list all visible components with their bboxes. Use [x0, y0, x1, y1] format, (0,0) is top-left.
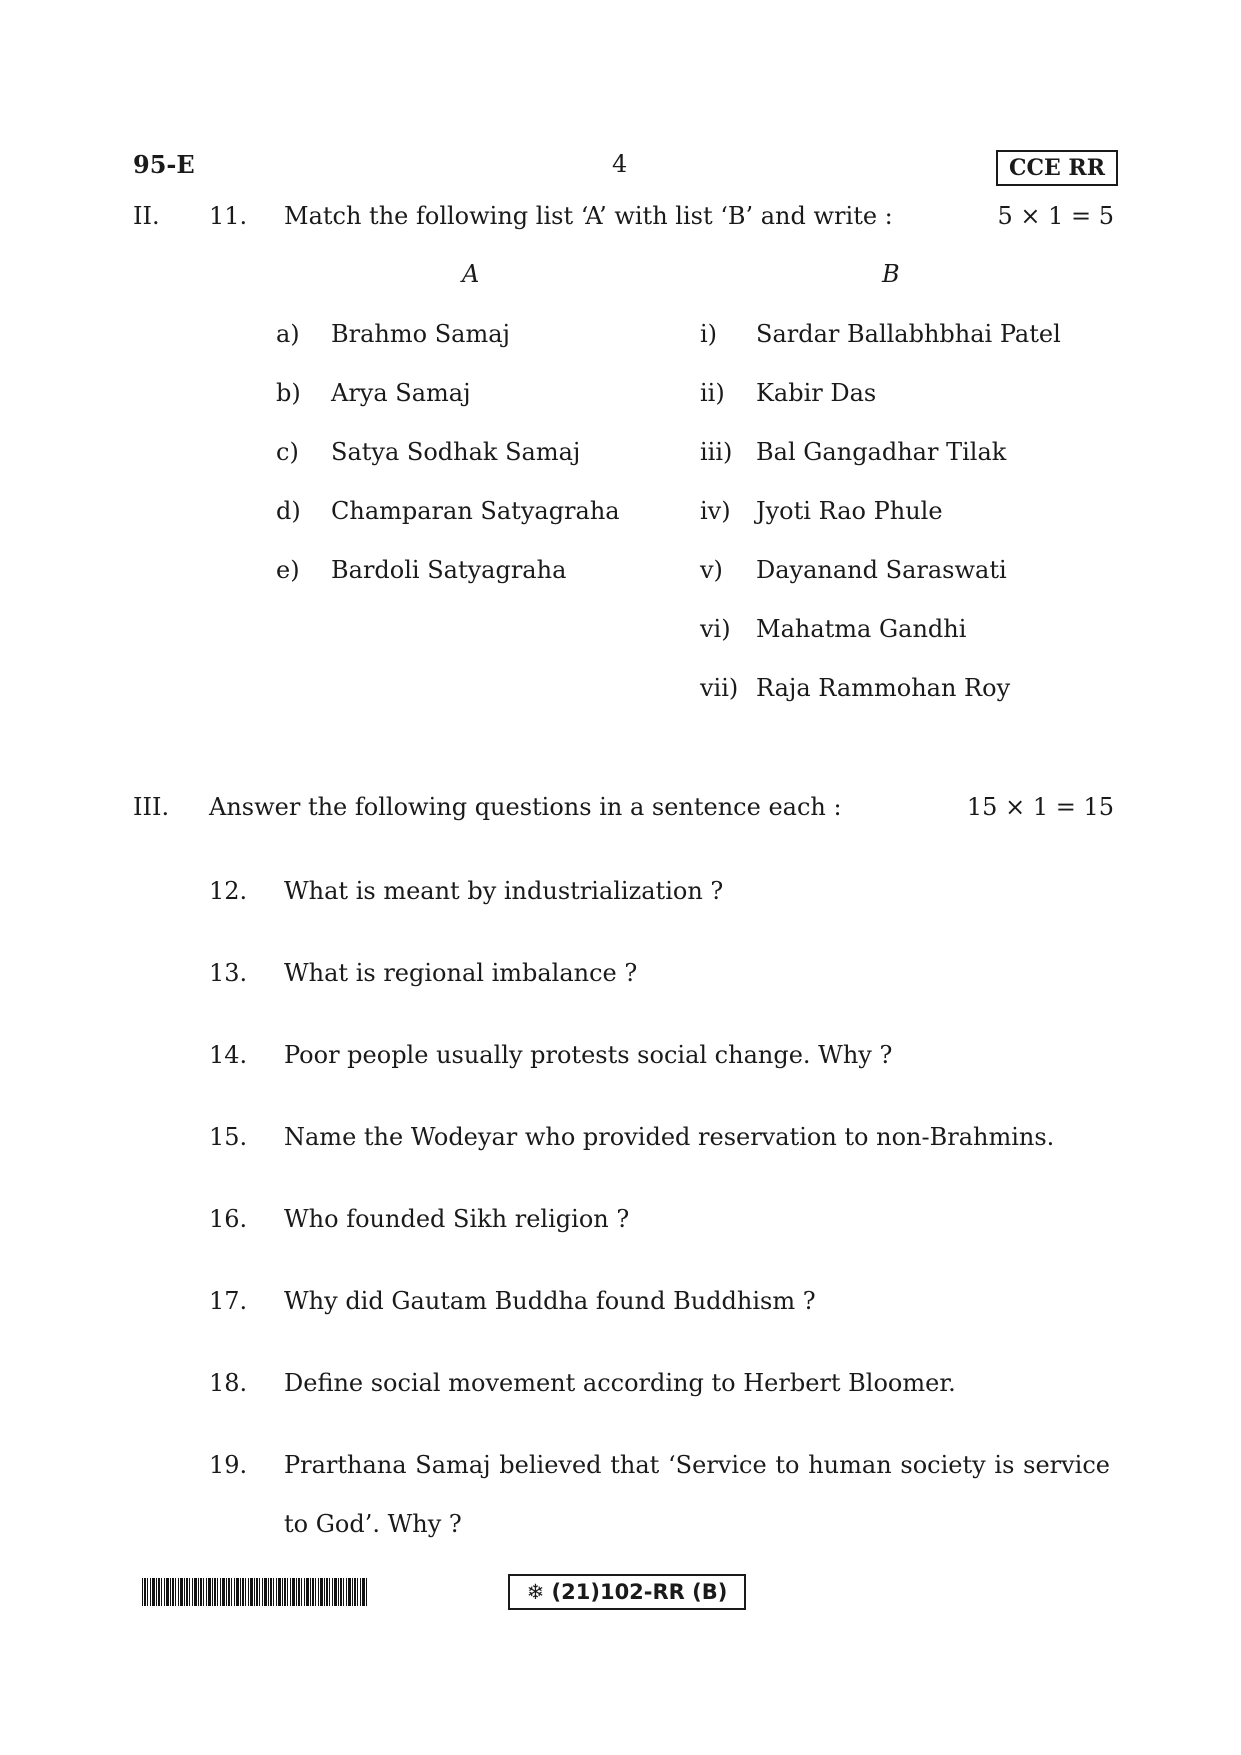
question-text: What is meant by industrialization ? [284, 877, 724, 905]
list-a-letter: d) [276, 497, 301, 525]
list-b-item: Raja Rammohan Roy [756, 674, 1011, 702]
question-text: Define social movement according to Herbert Bloomer. [284, 1369, 956, 1397]
question-text-line-1: Prarthana Samaj believed that ‘Service to human society is service [284, 1451, 1110, 1479]
list-a-item: Brahmo Samaj [331, 320, 510, 348]
list-b-number: v) [700, 556, 723, 584]
question-number: 19. [209, 1451, 248, 1479]
list-a-item: Satya Sodhak Samaj [331, 438, 581, 466]
barcode-image [142, 1578, 367, 1606]
section-ii-marks: 5 × 1 = 5 [997, 202, 1114, 230]
list-b-number: i) [700, 320, 718, 348]
question-11-instruction: Match the following list ‘A’ with list ‘B’ and write : [284, 202, 893, 230]
question-number: 14. [209, 1041, 248, 1069]
section-iii-instruction: Answer the following questions in a sentence each : [209, 793, 842, 821]
list-b-number: vi) [700, 615, 731, 643]
footer-code: ❄ (21)102-RR (B) [526, 1580, 728, 1604]
list-b-item: Kabir Das [756, 379, 877, 407]
page-number: 4 [612, 150, 628, 178]
list-a-letter: b) [276, 379, 301, 407]
list-b-item: Mahatma Gandhi [756, 615, 967, 643]
question-text-line-2: to God’. Why ? [284, 1510, 462, 1538]
list-a-item: Bardoli Satyagraha [331, 556, 567, 584]
question-11-number: 11. [209, 202, 248, 230]
question-text: Who founded Sikh religion ? [284, 1205, 630, 1233]
list-b-item: Bal Gangadhar Tilak [756, 438, 1007, 466]
list-a-item: Arya Samaj [331, 379, 471, 407]
list-a-letter: c) [276, 438, 299, 466]
section-ii-roman: II. [133, 202, 160, 230]
list-b-number: vii) [700, 674, 739, 702]
list-b-item: Sardar Ballabhbhai Patel [756, 320, 1061, 348]
list-b-number: iv) [700, 497, 731, 525]
list-a-item: Champaran Satyagraha [331, 497, 620, 525]
list-b-heading: B [882, 260, 900, 288]
question-text: Name the Wodeyar who provided reservation to non-Brahmins. [284, 1123, 1055, 1151]
series-label: CCE RR [1008, 155, 1105, 181]
footer-code-box [508, 1574, 746, 1610]
section-iii-roman: III. [133, 793, 170, 821]
question-text: What is regional imbalance ? [284, 959, 638, 987]
question-text: Poor people usually protests social change. Why ? [284, 1041, 893, 1069]
question-number: 13. [209, 959, 248, 987]
question-number: 17. [209, 1287, 248, 1315]
series-box [996, 150, 1118, 186]
section-iii-marks: 15 × 1 = 15 [966, 793, 1114, 821]
list-a-letter: a) [276, 320, 300, 348]
question-number: 12. [209, 877, 248, 905]
question-text: Why did Gautam Buddha found Buddhism ? [284, 1287, 816, 1315]
list-a-letter: e) [276, 556, 300, 584]
list-b-item: Dayanand Saraswati [756, 556, 1007, 584]
question-number: 16. [209, 1205, 248, 1233]
question-number: 18. [209, 1369, 248, 1397]
list-b-item: Jyoti Rao Phule [756, 497, 943, 525]
question-number: 15. [209, 1123, 248, 1151]
list-b-number: ii) [700, 379, 725, 407]
list-b-number: iii) [700, 438, 733, 466]
list-a-heading: A [462, 260, 480, 288]
paper-code: 95-E [133, 150, 195, 179]
